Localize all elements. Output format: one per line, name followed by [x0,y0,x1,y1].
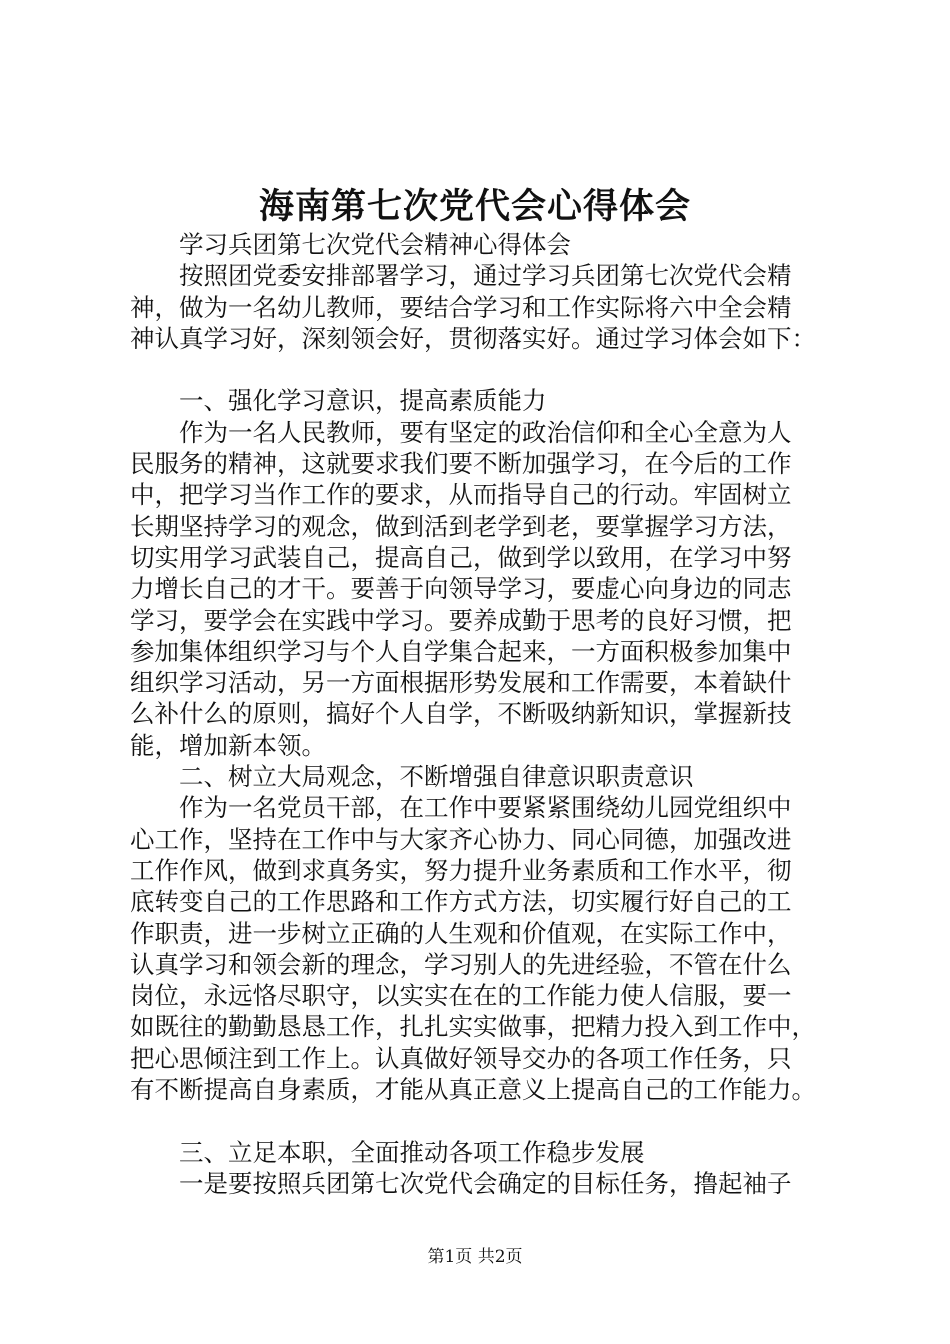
text-line: 作为一名党员干部，在工作中要紧紧围绕幼儿园党组织中 [179,793,792,823]
text-line: 一、强化学习意识，提高素质能力 [179,386,547,416]
text-line: 神认真学习好，深刻领会好，贯彻落实好。通过学习体会如下： [130,323,816,353]
text-line: 学习兵团第七次党代会精神心得体会 [179,230,571,259]
text-line: 力增长自己的才干。要善于向领导学习，要虚心向身边的同志 [130,574,792,604]
text-line: 把心思倾注到工作上。认真做好领导交办的各项工作任务，只 [130,1043,792,1073]
text-line: 神，做为一名幼儿教师，要结合学习和工作实际将六中全会精 [130,292,792,322]
blank-line [130,1105,830,1136]
text-line: 中，把学习当作工作的要求，从而指导自己的行动。牢固树立 [130,480,792,510]
document-body [130,229,830,1199]
text-line: 如既往的勤勤恳恳工作，扎扎实实做事，把精力投入到工作中， [130,1012,816,1042]
text-line: 切实用学习武装自己，提高自己，做到学以致用，在学习中努 [130,542,792,572]
text-line: 工作作风，做到求真务实，努力提升业务素质和工作水平，彻 [130,855,792,885]
text-line: 作职责，进一步树立正确的人生观和价值观，在实际工作中， [130,918,792,948]
text-line: 学习，要学会在实践中学习。要养成勤于思考的良好习惯，把 [130,605,792,635]
text-line: 心工作，坚持在工作中与大家齐心协力、同心同德，加强改进 [130,824,792,854]
document-title: 海南第七次党代会心得体会 [258,186,691,227]
text-line: 参加集体组织学习与个人自学集合起来，一方面积极参加集中 [130,636,792,666]
blank-line [130,354,830,385]
text-line: 能，增加新本领。 [130,730,326,760]
text-line: 三、立足本职，全面推动各项工作稳步发展 [179,1137,645,1167]
text-line: 么补什么的原则，搞好个人自学，不断吸纳新知识，掌握新技 [130,699,792,729]
page-footer: 第1页 共2页 [427,1247,523,1267]
text-line: 组织学习活动，另一方面根据形势发展和工作需要，本着缺什 [130,668,792,698]
text-line: 民服务的精神，这就要求我们要不断加强学习，在今后的工作 [130,449,792,479]
text-line: 一是要按照兵团第七次党代会确定的目标任务，撸起袖子 [179,1168,792,1198]
text-line: 有不断提高自身素质，才能从真正意义上提高自己的工作能力。 [130,1075,816,1105]
text-line: 岗位，永远恪尽职守，以实实在在的工作能力使人信服，要一 [130,981,792,1011]
text-line: 长期坚持学习的观念，做到活到老学到老，要掌握学习方法， [130,511,792,541]
text-line: 底转变自己的工作思路和工作方式方法，切实履行好自己的工 [130,887,792,917]
text-line: 作为一名人民教师，要有坚定的政治信仰和全心全意为人 [179,417,792,447]
text-line: 认真学习和领会新的理念，学习别人的先进经验，不管在什么 [130,949,792,979]
text-line: 按照团党委安排部署学习，通过学习兵团第七次党代会精 [179,261,792,291]
text-line: 二、树立大局观念，不断增强自律意识职责意识 [179,762,694,792]
